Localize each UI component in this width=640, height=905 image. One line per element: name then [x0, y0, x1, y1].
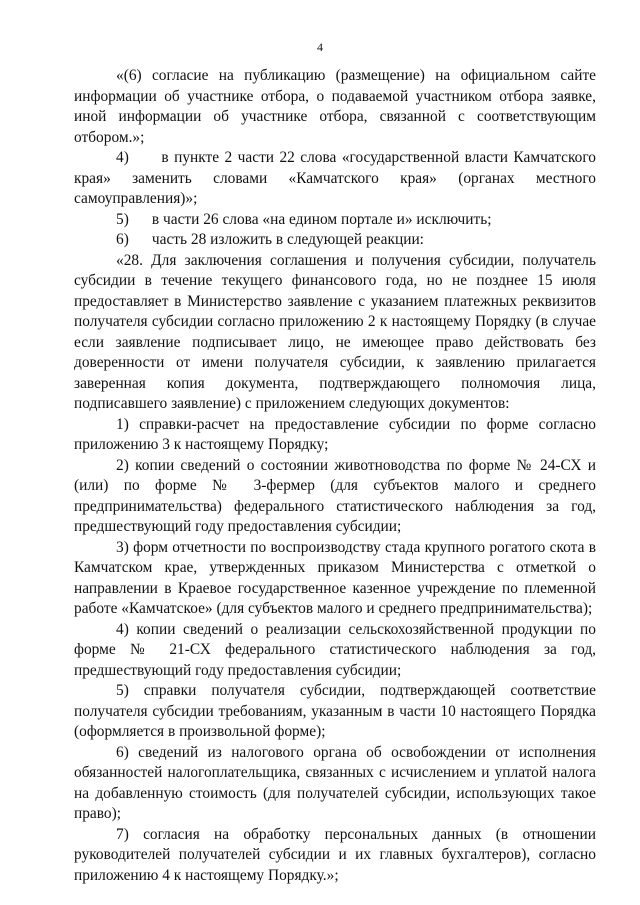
paragraph-part-28: «28. Для заключения соглашения и получения субсидии, получатель субсидии в течение текущего финансового года, но не позднее 15 июля предоставляет в Министерство заявление с указанием платежных реквизитов получателя субсидии согласно приложению 2 к настоящему Порядку (в случае если заявление подписывает лицо, не имеющее право действовать без доверенности от имени получателя субсидии, к заявлению прилагается заверенная копия документа, подтверждающего полномочия лица, подписавшего заявление) с приложением следующих документов:: [74, 251, 596, 412]
paragraph-doc-4: 4) копии сведений о реализации сельскохозяйственной продукции по форме № 21-СХ федерального статистического наблюдения за год, предшествующий году предоставления субсидии;: [74, 620, 596, 679]
document-body: [74, 66, 596, 886]
paragraph-doc-6: 6) сведений из налогового органа об освобождении от исполнения обязанностей налогоплательщика, связанных с исчислением и уплатой налога на добавленную стоимость (для получателей субсидии, использующих такое право);: [74, 743, 596, 822]
page-number: 4: [317, 40, 323, 54]
paragraph-doc-2: 2) копии сведений о состоянии животноводства по форме № 24-СХ и (или) по форме № 3-фермер (для субъектов малого и среднего предпринимательства) федерального статистического наблюдения за год, предшествующий году предоставления субсидии;: [74, 456, 596, 535]
paragraph-doc-7: 7) согласия на обработку персональных данных (в отношении руководителей получателей субсидии и их главных бухгалтеров), согласно приложению 4 к настоящему Порядку.»;: [74, 825, 596, 884]
paragraph-point-5: 5) в части 26 слова «на едином портале и» исключить;: [116, 210, 492, 228]
paragraph-doc-5: 5) справки получателя субсидии, подтверждающей соответствие получателя субсидии требованиям, указанным в части 10 настоящего Порядка (оформляется в произвольной форме);: [74, 682, 596, 740]
paragraph-item-6-consent: «(6) согласие на публикацию (размещение) на официальном сайте информации об участнике отбора, о подаваемой участником отбора заявке, иной информации об участнике отбора, связанной с соответствующим отбором.»;: [74, 67, 596, 146]
paragraph-doc-3: 3) форм отчетности по воспроизводству стада крупного рогатого скота в Камчатском крае, утвержденных приказом Министерства с отметкой о направлении в Краевое государственное казенное учреждение по племенной работе «Камчатское» (для субъектов малого и среднего предпринимательства);: [74, 538, 596, 617]
paragraph-point-6: 6) часть 28 изложить в следующей реакции:: [116, 231, 424, 248]
paragraph-doc-1: 1) справки-расчет на предоставление субсидии по форме согласно приложению 3 к настоящему Порядку;: [74, 415, 596, 453]
paragraph-point-4: 4) в пункте 2 части 22 слова «государственной власти Камчатского края» заменить словами «Камчатского края» (органах местного самоуправления)»;: [74, 149, 596, 207]
